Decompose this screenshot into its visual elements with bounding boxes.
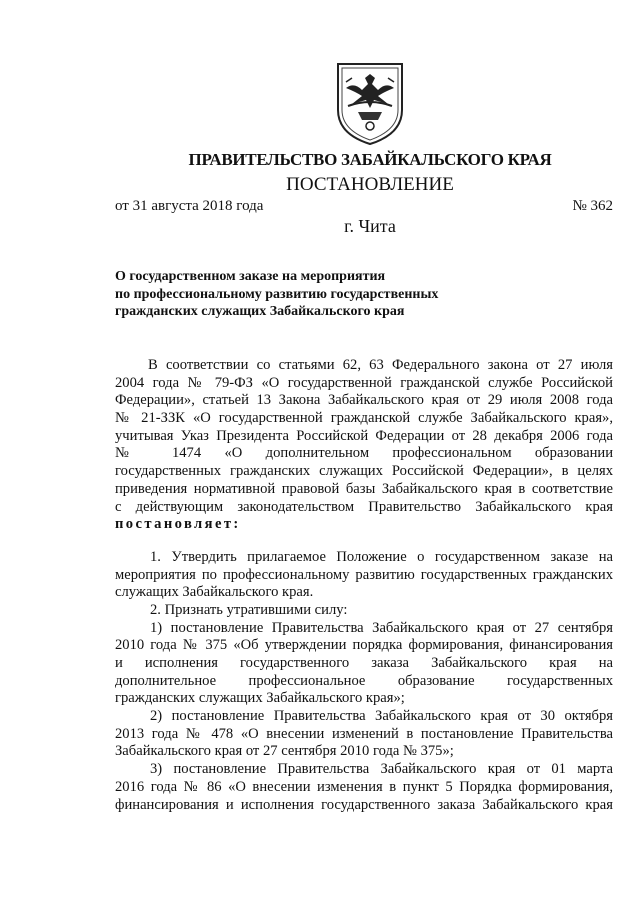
item-line: мероприятия по профессиональному развитию государственных гражданских — [115, 566, 613, 583]
title-line: по профессиональному развитию государственных — [115, 286, 439, 302]
document-type: ПОСТАНОВЛЕНИЕ — [286, 174, 454, 195]
title-line: гражданских служащих Забайкальского края — [115, 304, 405, 319]
item-line: 2) постановление Правительства Забайкальского края от 30 октября — [150, 708, 613, 725]
resolves-word: постановляет: — [115, 516, 241, 533]
item-line: 3) постановление Правительства Забайкальского края от 01 марта — [150, 761, 613, 778]
preamble — [115, 357, 613, 534]
preamble-line: Федерации», статьей 13 Закона Забайкальского края от 29 июля 2008 года — [115, 392, 613, 409]
item-line: Забайкальского края от 27 сентября 2010 года № 375»; — [115, 743, 454, 760]
preamble-line: 2004 года № 79-ФЗ «О государственной гражданской службе Российской — [115, 374, 613, 391]
document-city: г. Чита — [344, 216, 396, 236]
preamble-line: с действующим законодательством Правительство Забайкальского края — [115, 498, 613, 515]
document-number: № 362 — [572, 198, 613, 214]
preamble-line: В соответствии со статьями 62, 63 Федерального закона от 27 июля — [148, 357, 613, 373]
preamble-line: № 21-ЗЗК «О государственной гражданской службе Забайкальского края», — [115, 410, 613, 427]
item-line: 2010 года № 375 «Об утверждении порядка формирования, финансирования — [115, 637, 613, 654]
preamble-line: приведения нормативной правовой базы Забайкальского края в соответствие — [115, 480, 613, 497]
preamble-line: государственных гражданских служащих Российской Федерации», в целях — [115, 463, 613, 480]
title-line: О государственном заказе на мероприятия — [115, 269, 386, 284]
item-line: гражданских служащих Забайкальского края»; — [115, 690, 405, 707]
item-line: 1. Утвердить прилагаемое Положение о государственном заказе на — [150, 548, 613, 565]
item-line: 2013 года № 478 «О внесении изменений в постановление Правительства — [115, 725, 613, 742]
document-body — [115, 357, 613, 814]
preamble-line: учитывая Указ Президента Российской Федерации от 28 декабря 2006 года — [115, 427, 613, 444]
decree-items — [115, 549, 613, 814]
document-title — [115, 268, 535, 321]
item-line: 2. Признать утратившими силу: — [150, 601, 348, 618]
document-date: от 31 августа 2018 года — [115, 198, 264, 214]
item-line: и исполнения государственного заказа Забайкальского края на — [115, 655, 613, 671]
item-line: дополнительное профессиональное образование государственных — [115, 672, 613, 689]
item-line: 2016 года № 86 «О внесении изменения в пункт 5 Порядка формирования, — [115, 778, 613, 795]
government-name: ПРАВИТЕЛЬСТВО ЗАБАЙКАЛЬСКОГО КРАЯ — [188, 150, 552, 169]
coat-of-arms-icon — [332, 60, 408, 146]
item-line: финансирования и исполнения государственного заказа Забайкальского края — [115, 796, 613, 813]
preamble-line: № 1474 «О дополнительном профессиональном образовании — [115, 445, 613, 462]
item-line: служащих Забайкальского края. — [115, 584, 314, 601]
item-line: 1) постановление Правительства Забайкальского края от 27 сентября — [150, 619, 613, 636]
